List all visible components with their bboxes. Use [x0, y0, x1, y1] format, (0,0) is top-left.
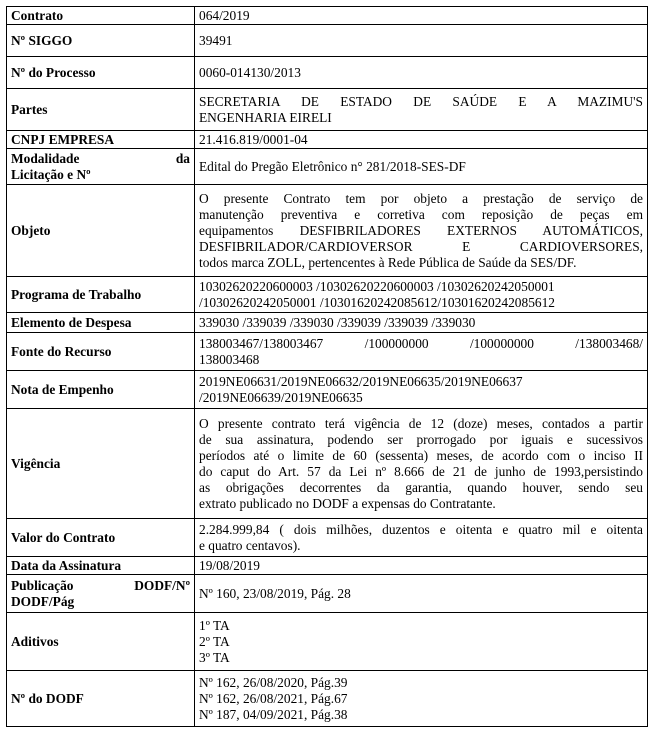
partes-line: SECRETARIA DE ESTADO DE SAÚDE E A MAZIMU'S — [199, 93, 643, 109]
label-vigencia: Vigência — [7, 409, 195, 519]
label-modalidade-part: Licitação e Nº — [11, 166, 91, 182]
label-programa: Programa de Trabalho — [7, 277, 195, 313]
vigencia-line: períodos até o limite de 60 (sessenta) meses, de acordo com o inciso II — [199, 447, 643, 463]
row-aditivos — [7, 613, 648, 671]
row-modalidade — [7, 149, 648, 185]
vigencia-line: do caput do Art. 57 da Lei nº 8.666 de 21 de junho de 1993,persistindo — [199, 463, 643, 479]
value-aditivos — [195, 613, 648, 671]
value-siggo: 39491 — [195, 25, 648, 57]
aditivo-item: 3º TA — [199, 649, 230, 665]
empenho-line: /2019NE06639/2019NE06635 — [199, 389, 363, 405]
value-valor — [195, 519, 648, 557]
value-processo: 0060-014130/2013 — [195, 57, 648, 89]
empenho-line: 2019NE06631/2019NE06632/2019NE06635/2019NE06637 — [199, 373, 523, 389]
label-valor: Valor do Contrato — [7, 519, 195, 557]
label-publicacao-part: DODF/Pág — [11, 593, 75, 609]
value-vigencia — [195, 409, 648, 519]
value-fonte — [195, 333, 648, 371]
vigencia-line: as obrigações decorrentes da garantia, quando houver, sendo seu — [199, 479, 643, 495]
partes-line: ENGENHARIA EIRELI — [199, 109, 332, 125]
label-publicacao-part: Publicação — [11, 577, 74, 593]
row-elemento — [7, 313, 648, 333]
label-fonte: Fonte do Recurso — [7, 333, 195, 371]
dodf-item: Nº 162, 26/08/2020, Pág.39 — [199, 674, 348, 690]
value-programa — [195, 277, 648, 313]
value-empenho — [195, 371, 648, 409]
fonte-line: 138003467/138003467 /100000000 /100000000 /138003468/ — [199, 335, 643, 351]
dodf-item: Nº 162, 26/08/2021, Pág.67 — [199, 690, 348, 706]
row-dodf — [7, 671, 648, 727]
row-programa — [7, 277, 648, 313]
row-vigencia — [7, 409, 648, 519]
programa-line: 10302620220600003 /10302620220600003 /10302620242050001 — [199, 278, 555, 294]
objeto-line: DESFIBRILADOR/CARDIOVERSOR E CARDIOVERSORES, — [199, 238, 643, 254]
value-cnpj: 21.416.819/0001-04 — [195, 131, 648, 149]
value-elemento: 339030 /339039 /339030 /339039 /339039 /339030 — [195, 313, 648, 333]
row-cnpj — [7, 131, 648, 149]
row-empenho — [7, 371, 648, 409]
label-contrato: Contrato — [7, 7, 195, 25]
aditivo-item: 2º TA — [199, 633, 230, 649]
vigencia-line: extrato publicado no DODF a expensas do Contratante. — [199, 495, 496, 511]
valor-line: 2.284.999,84 ( dois milhões, duzentos e oitenta e quatro mil e oitenta — [199, 521, 643, 537]
objeto-line: todos marca ZOLL, pertencentes à Rede Pública de Saúde da SES/DF. — [199, 254, 577, 270]
label-empenho: Nota de Empenho — [7, 371, 195, 409]
row-processo — [7, 57, 648, 89]
label-dodf: Nº do DODF — [7, 671, 195, 727]
label-objeto: Objeto — [7, 185, 195, 277]
row-assinatura — [7, 557, 648, 575]
row-publicacao — [7, 575, 648, 613]
vigencia-line: de sua assinatura, podendo ser prorrogado por iguais e sucessivos — [199, 431, 643, 447]
value-partes — [195, 89, 648, 131]
programa-line: /10302620242050001 /10301620242085612/10301620242085612 — [199, 294, 555, 310]
fonte-line: 138003468 — [199, 351, 260, 367]
label-publicacao — [7, 575, 195, 613]
value-publicacao: Nº 160, 23/08/2019, Pág. 28 — [195, 575, 648, 613]
objeto-line: O presente Contrato tem por objeto a prestação de serviço de — [199, 190, 643, 206]
label-siggo: Nº SIGGO — [7, 25, 195, 57]
aditivo-item: 1º TA — [199, 617, 230, 633]
row-contrato — [7, 7, 648, 25]
value-assinatura: 19/08/2019 — [195, 557, 648, 575]
valor-line: e quatro centavos). — [199, 537, 301, 553]
contract-summary-table — [6, 6, 648, 727]
label-modalidade-part: Modalidade — [11, 150, 80, 166]
label-assinatura: Data da Assinatura — [7, 557, 195, 575]
dodf-item: Nº 187, 04/09/2021, Pág.38 — [199, 706, 348, 722]
objeto-line: manutenção preventiva e corretiva com reposição de peças em — [199, 206, 643, 222]
value-objeto — [195, 185, 648, 277]
row-valor — [7, 519, 648, 557]
row-partes — [7, 89, 648, 131]
vigencia-line: O presente contrato terá vigência de 12 (doze) meses, contados a partir — [199, 415, 643, 431]
objeto-line: equipamentos DESFIBRILADORES EXTERNOS AUTOMÁTICOS, — [199, 222, 643, 238]
label-modalidade-part: da — [175, 150, 190, 166]
row-objeto — [7, 185, 648, 277]
row-siggo — [7, 25, 648, 57]
value-dodf — [195, 671, 648, 727]
label-cnpj: CNPJ EMPRESA — [7, 131, 195, 149]
label-partes: Partes — [7, 89, 195, 131]
value-contrato: 064/2019 — [195, 7, 648, 25]
label-publicacao-part: DODF/Nº — [134, 577, 190, 593]
label-aditivos: Aditivos — [7, 613, 195, 671]
label-elemento: Elemento de Despesa — [7, 313, 195, 333]
row-fonte — [7, 333, 648, 371]
label-processo: Nº do Processo — [7, 57, 195, 89]
label-modalidade — [7, 149, 195, 185]
value-modalidade: Edital do Pregão Eletrônico n° 281/2018-SES-DF — [195, 149, 648, 185]
